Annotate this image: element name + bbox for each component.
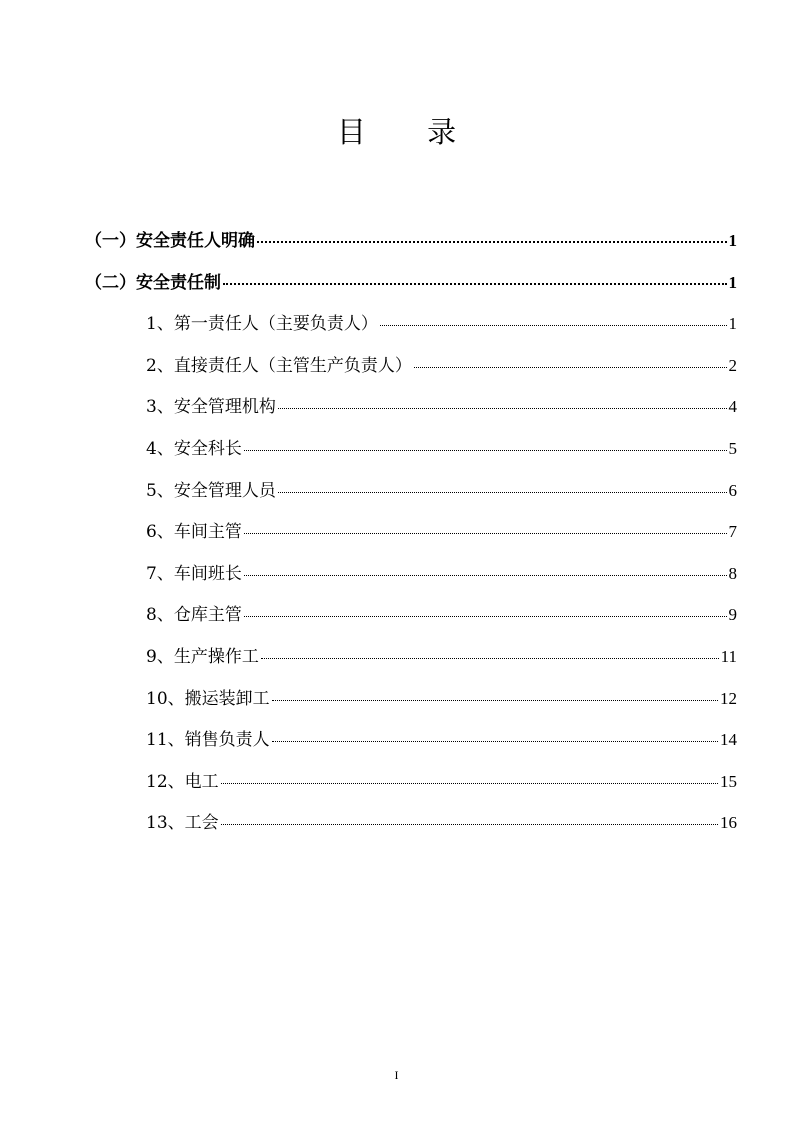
dot-leader: [278, 492, 727, 493]
toc-entry-label: 10、搬运装卸工: [146, 688, 270, 709]
toc-entry-label: 11、销售负责人: [146, 730, 270, 751]
toc-entry-page: 1: [728, 231, 737, 250]
toc-entry[interactable]: [146, 725, 737, 757]
toc-entry-page: 12: [720, 688, 737, 708]
toc-entry[interactable]: [146, 600, 737, 632]
dot-leader: [261, 658, 719, 659]
toc-entry-page: 14: [720, 730, 737, 750]
toc-entry-page: 16: [720, 813, 737, 833]
toc-entry-page: 2: [728, 355, 737, 375]
toc-entry[interactable]: [146, 808, 737, 840]
toc-entry[interactable]: [146, 476, 737, 508]
toc-entry-page: 1: [728, 314, 737, 334]
dot-leader: [221, 783, 718, 784]
toc-entry-page: 1: [728, 272, 737, 292]
toc-entry-page: 7: [728, 522, 737, 542]
toc-entry-label: 13、工会: [146, 813, 219, 834]
dot-leader: [414, 367, 727, 368]
toc-entry-label: 8、仓库主管: [146, 605, 242, 626]
toc-entry[interactable]: [146, 684, 737, 716]
toc-entry-label: 9、生产操作工: [146, 647, 259, 667]
toc-entry-page: 11: [720, 647, 737, 666]
dot-leader: [244, 575, 727, 576]
toc-entry-page: 8: [728, 563, 737, 583]
toc-entry[interactable]: [85, 268, 737, 300]
dot-leader: [278, 408, 727, 409]
toc-entry-label: 2、直接责任人（主管生产负责人）: [146, 355, 412, 376]
toc-entry-label: 3、安全管理机构: [146, 397, 276, 418]
toc-entry-label: 12、电工: [146, 771, 219, 792]
dot-leader: [223, 283, 727, 285]
toc-entry[interactable]: [146, 642, 737, 674]
toc-entry-page: 4: [728, 397, 737, 417]
dot-leader: [244, 533, 727, 534]
toc-entry-label: 7、车间班长: [146, 563, 242, 584]
toc-entry-label: 5、安全管理人员: [146, 480, 276, 501]
dot-leader: [221, 824, 718, 825]
page-title: 目 录: [336, 115, 483, 149]
toc-entry[interactable]: [146, 559, 737, 591]
toc-entry[interactable]: [146, 309, 737, 341]
toc-entry[interactable]: [146, 767, 737, 799]
dot-leader: [244, 450, 727, 451]
dot-leader: [272, 741, 718, 742]
dot-leader: [244, 616, 727, 617]
toc-entry[interactable]: [146, 517, 737, 549]
toc-entry-label: 4、安全科长: [146, 439, 242, 459]
dot-leader: [272, 700, 718, 701]
toc-entry-label: 6、车间主管: [146, 522, 242, 543]
dot-leader: [257, 241, 727, 243]
page-number: I: [394, 1068, 399, 1082]
toc-entry[interactable]: [146, 434, 737, 466]
toc-entry-page: 5: [728, 439, 737, 458]
dot-leader: [380, 325, 727, 326]
toc-entry-page: 15: [720, 771, 737, 791]
toc-entry[interactable]: [85, 226, 737, 258]
toc-entry[interactable]: [146, 351, 737, 383]
toc-entry-label: 1、第一责任人（主要负责人）: [146, 314, 378, 335]
toc-entry-page: 6: [728, 480, 737, 500]
toc-entry-label: （一）安全责任人明确: [85, 231, 255, 251]
toc-entry[interactable]: [146, 392, 737, 424]
toc-entry-page: 9: [728, 605, 737, 625]
toc-entry-label: （二）安全责任制: [85, 272, 221, 293]
